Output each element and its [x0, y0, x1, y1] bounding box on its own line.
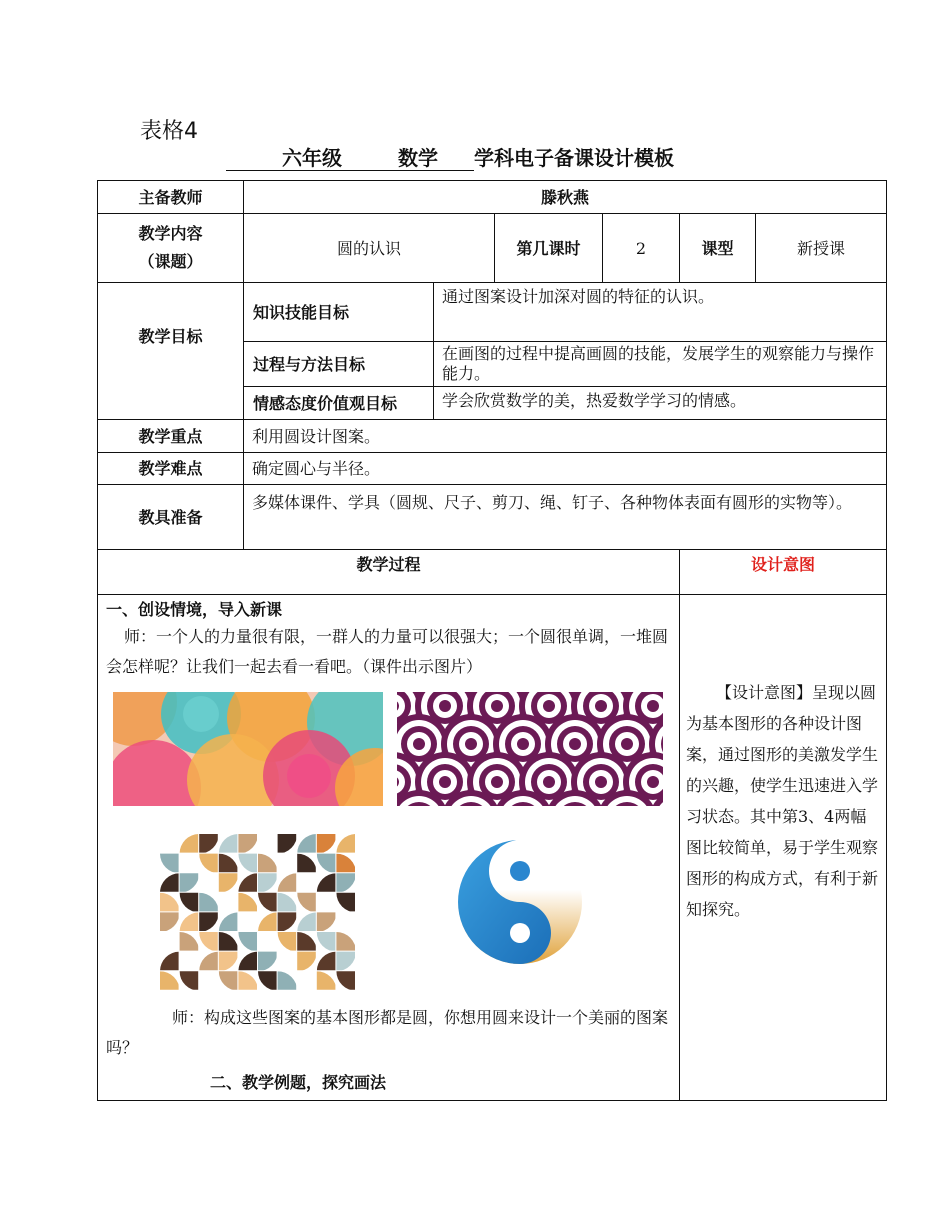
teacher-value: 滕秋燕 [243, 180, 887, 214]
section-2-heading: 二、教学例题，探究画法 [210, 1073, 387, 1092]
goal-knowledge-value: 通过图案设计加深对圆的特征的认识。 [433, 282, 887, 342]
design-intent-text: 【设计意图】呈现以圆为基本图形的各种设计图案，通过图形的美激发学生的兴趣，使学生迅速进入学习状态。其中第3、4两幅图比较简单，易于学生观察图形的构成方式，有利于新知探究。 [686, 683, 879, 919]
tools-value: 多媒体课件、学具（圆规、尺子、剪刀、绳、钉子、各种物体表面有圆形的实物等）。 [243, 484, 887, 550]
content-label-line2: （课题） [138, 252, 203, 271]
lesson-type-label: 课型 [679, 213, 756, 283]
content-label-line1: 教学内容 [138, 224, 203, 243]
yin-yang-image [455, 833, 585, 971]
overlapping-circles-image [113, 692, 383, 806]
table-label: 表格4 [140, 119, 198, 144]
lesson-type-value: 新授课 [755, 213, 887, 283]
goal-process-label: 过程与方法目标 [243, 341, 434, 387]
lesson-no-value: 2 [602, 213, 680, 283]
quarter-circle-tiles-image [160, 834, 356, 991]
document-title [226, 142, 674, 171]
intro-paragraph: 师：一个人的力量很有限，一群人的力量可以很强大；一个圆很单调，一堆圆会怎样呢？让我们一起去看一看吧。（课件出示图片） [106, 627, 669, 676]
title-blank-2 [342, 147, 398, 171]
concentric-arcs-image [397, 692, 663, 806]
section-1-heading: 一、创设情境，导入新课 [106, 600, 283, 619]
goal-knowledge-label: 知识技能目标 [243, 282, 434, 342]
title-grade: 六年级 [282, 146, 342, 170]
yin-yang-icon [455, 833, 585, 971]
concentric-arcs-graphic [397, 692, 663, 806]
difficulty-value: 确定圆心与半径。 [243, 452, 887, 485]
quarter-circle-tiles-graphic [160, 834, 356, 991]
content-label [97, 213, 244, 283]
goal-emotion-value: 学会欣赏数学的美，热爱数学学习的情感。 [433, 386, 887, 420]
process-header: 教学过程 [97, 549, 680, 595]
difficulty-label: 教学难点 [97, 452, 244, 485]
title-blank-1 [226, 147, 282, 171]
goal-emotion-label: 情感态度价值观目标 [243, 386, 434, 420]
key-label: 教学重点 [97, 419, 244, 453]
content-value: 圆的认识 [243, 213, 495, 283]
intent-header: 设计意图 [679, 549, 887, 595]
overlapping-circles-graphic [113, 692, 383, 806]
tools-label: 教具准备 [97, 484, 244, 550]
lesson-no-label: 第几课时 [494, 213, 603, 283]
goals-label: 教学目标 [97, 282, 244, 420]
goal-process-value: 在画图的过程中提高画圆的技能，发展学生的观察能力与操作能力。 [433, 341, 887, 387]
title-suffix: 学科电子备课设计模板 [474, 146, 674, 170]
title-blank-3 [438, 147, 474, 171]
teacher-label: 主备教师 [97, 180, 244, 214]
title-subject: 数学 [398, 146, 438, 170]
followup-paragraph: 师：构成这些图案的基本图形都是圆，你想用圆来设计一个美丽的图案吗？ [106, 1008, 669, 1057]
key-value: 利用圆设计图案。 [243, 419, 887, 453]
